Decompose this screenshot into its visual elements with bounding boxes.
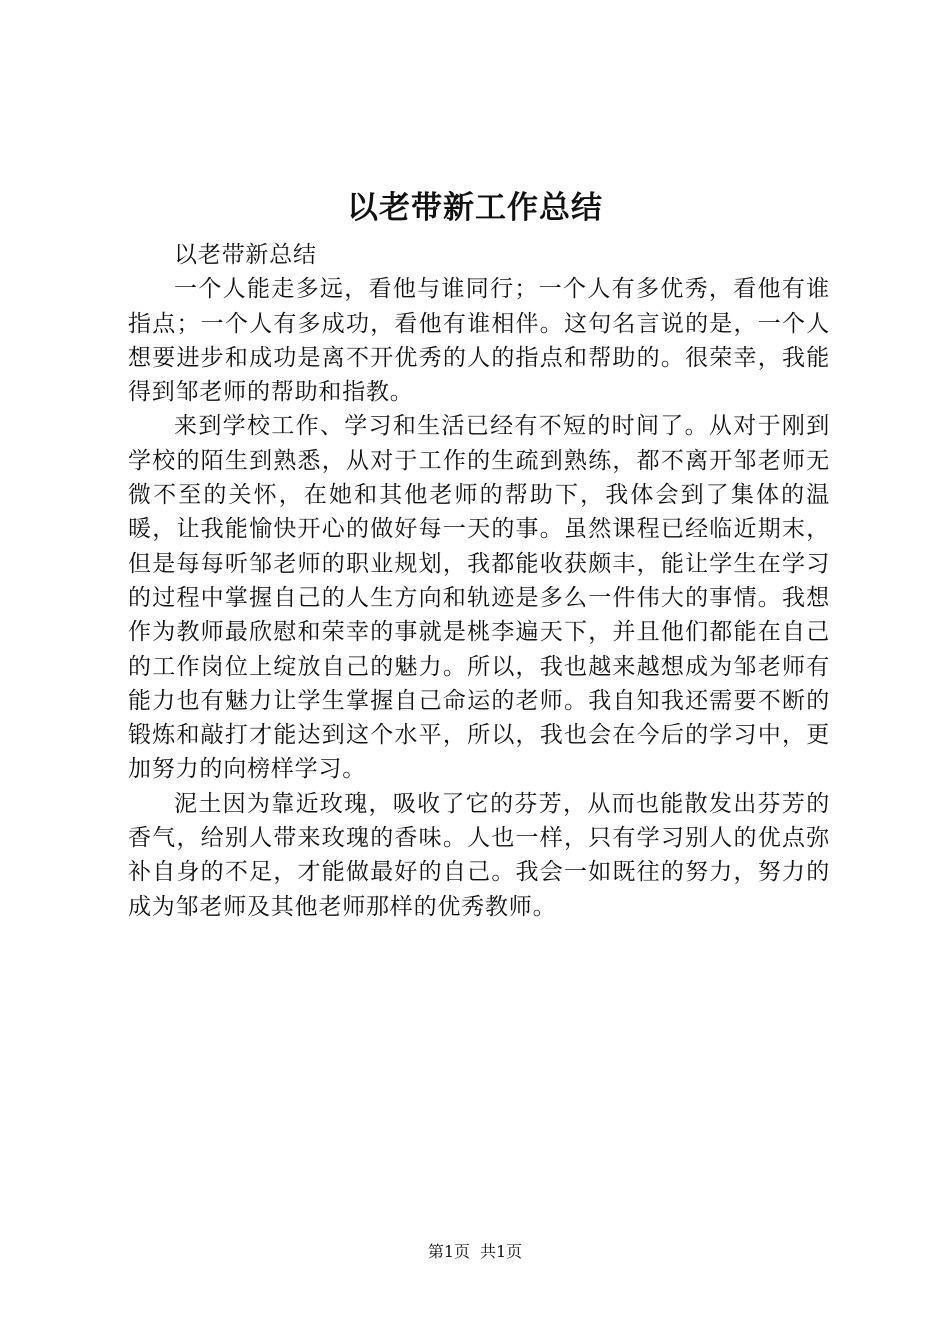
paragraph: 泥土因为靠近玫瑰，吸收了它的芬芳，从而也能散发出芬芳的香气，给别人带来玫瑰的香味。人也一样，只有学习别人的优点弥补自身的不足，才能做最好的自己。我会一如既往的努力，努力的成为邹老师及其他老师那样的优秀教师。 <box>128 790 830 920</box>
document-body <box>128 238 830 924</box>
page-number-current: 第1页 <box>427 1242 470 1261</box>
page-footer <box>0 1240 950 1264</box>
document-title: 以老带新工作总结 <box>347 190 603 226</box>
paragraph: 来到学校工作、学习和生活已经有不短的时间了。从对于刚到学校的陌生到熟悉，从对于工作的生疏到熟练，都不离开邹老师无微不至的关怀，在她和其他老师的帮助下，我体会到了集体的温暖，让我能愉快开心的做好每一天的事。虽然课程已经临近期末，但是每每听邹老师的职业规划，我都能收获颇丰，能让学生在学习的过程中掌握自己的人生方向和轨迹是多么一件伟大的事情。我想作为教师最欣慰和荣幸的事就是桃李遍天下，并且他们都能在自己的工作岗位上绽放自己的魅力。所以，我也越来越想成为邹老师有能力也有魅力让学生掌握自己命运的老师。我自知我还需要不断的锻炼和敲打才能达到这个水平，所以，我也会在今后的学习中，更加努力的向榜样学习。 <box>128 413 830 783</box>
document-subtitle: 以老带新总结 <box>174 242 317 268</box>
paragraph: 一个人能走多远，看他与谁同行；一个人有多优秀，看他有谁指点；一个人有多成功，看他有谁相伴。这句名言说的是，一个人想要进步和成功是离不开优秀的人的指点和帮助的。很荣幸，我能得到邹老师的帮助和指教。 <box>128 276 830 406</box>
page-number-total: 共1页 <box>480 1242 523 1261</box>
